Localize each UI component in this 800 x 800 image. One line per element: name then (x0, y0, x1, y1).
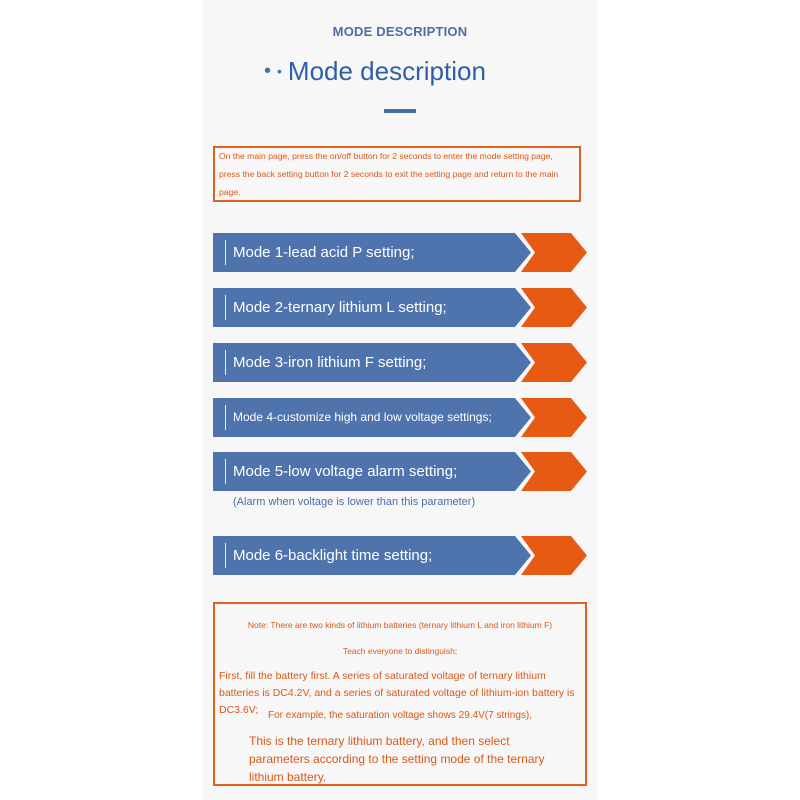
mode-label: Mode 3-iron lithium F setting; (233, 354, 427, 371)
mode-label: Mode 4-customize high and low voltage settings; (233, 410, 492, 424)
mode-row-2 (213, 288, 587, 327)
bullet-icon: • (264, 60, 272, 82)
title-row (264, 55, 486, 87)
note-line: For example, the saturation voltage shows 29.4V(7 strings), (267, 710, 533, 721)
section-label: MODE DESCRIPTION (332, 24, 468, 39)
mode-row-1 (213, 233, 587, 272)
mode-label: Mode 1-lead acid P setting; (233, 244, 415, 261)
mode-label: Mode 6-backlight time setting; (233, 547, 433, 564)
mode-label: Mode 5-low voltage alarm setting; (233, 463, 458, 480)
mode-label: Mode 2-ternary lithium L setting; (233, 299, 447, 316)
mode-row-3 (213, 343, 587, 382)
page-title: Mode description (287, 55, 486, 86)
intro-text: On the main page, press the on/off button for 2 seconds to enter the mode setting page, press the back setting button for 2 seconds to exit the setting page and return to the main page. (219, 151, 559, 197)
mode-row-5 (213, 452, 587, 491)
note-box (213, 602, 587, 786)
note-line: Teach everyone to distinguish; (342, 646, 458, 656)
mode-5-note: (Alarm when voltage is lower than this parameter) (233, 496, 476, 508)
note-line: This is the ternary lithium battery, and then select parameters according to the setting mode of the ternary lithium battery. (249, 734, 545, 784)
title-underline (384, 109, 416, 113)
intro-box (213, 146, 581, 202)
mode-row-6 (213, 536, 587, 575)
note-line: First, fill the battery first. A series of saturated voltage of ternary lithium batteries is DC4.2V, and a series of saturated voltage of lithium-ion battery is DC3.6V; (219, 670, 575, 716)
note-line: Note: There are two kinds of lithium batteries (ternary lithium L and iron lithium F) (247, 620, 553, 630)
bullet-icon: • (277, 63, 282, 79)
mode-row-4 (213, 398, 587, 437)
